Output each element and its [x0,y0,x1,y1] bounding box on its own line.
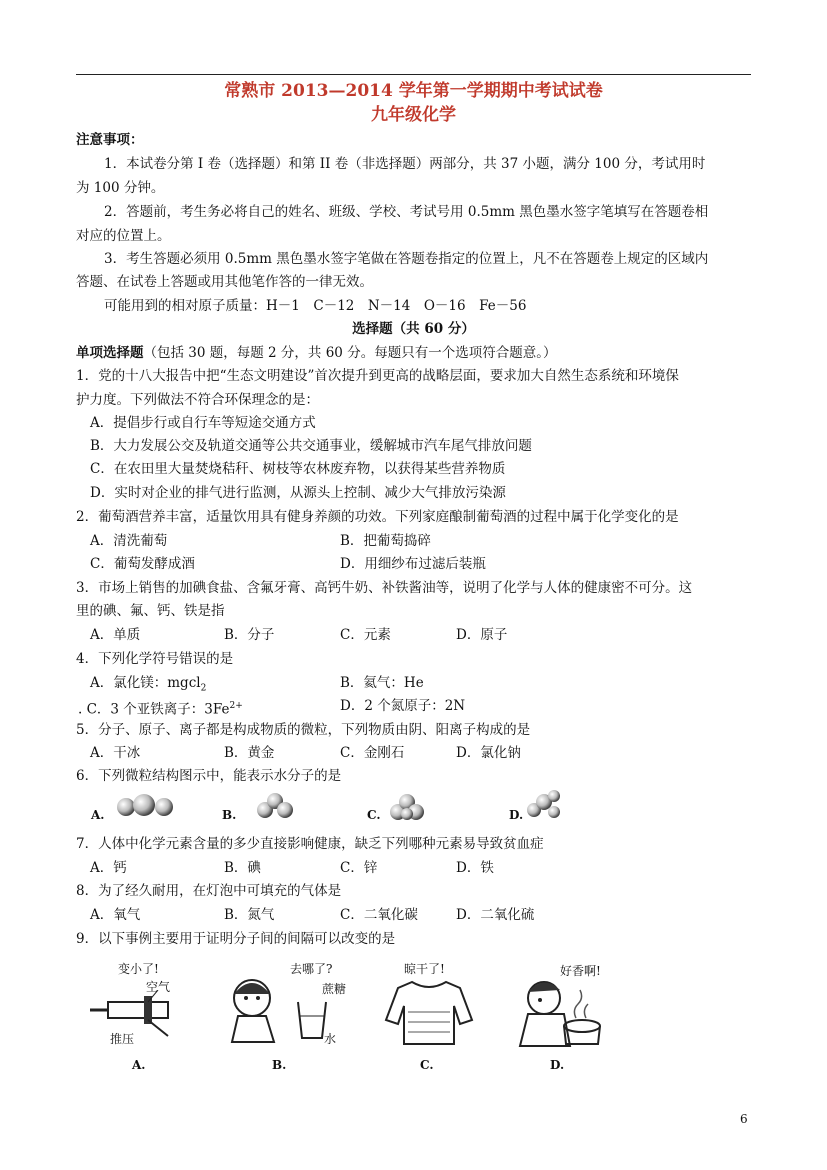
atomic-masses: 可能用到的相对原子质量：H－1 C－12 N－14 O－16 Fe－56 [104,298,527,314]
exam-title: 常熟市 2013—2014 学年第一学期期中考试试卷 [224,81,603,101]
section-title: 选择题（共 60 分） [352,321,475,337]
q4-stem: 4．下列化学符号错误的是 [76,651,234,667]
note-3a: 3．考生答题必须用 0.5mm 黑色墨水签字笔做在答题卷指定的位置上，凡不在答题卷上规定的区域内 [104,251,709,267]
header-rule [76,74,751,75]
q6-option-d: D. [509,808,524,822]
note-2a: 2．答题前，考生务必将自己的姓名、班级、学校、考试号用 0.5mm 黑色墨水签字笔填写在答题卷相 [104,204,709,220]
note-1a: 1．本试卷分第 I 卷（选择题）和第 II 卷（非选择题）两部分，共 37 小题，满分 100 分，考试用时 [104,156,706,172]
q9-stem: 9．以下事例主要用于证明分子间的间隔可以改变的是 [76,931,396,947]
q1-option-a: A．提倡步行或自行车等短途交通方式 [90,415,316,431]
q1-option-b: B．大力发展公交及轨道交通等公共交通事业，缓解城市汽车尾气排放问题 [90,438,532,454]
q2-option-c: C．葡萄发酵成酒 [90,556,195,572]
q8-option-d: D．二氧化硫 [456,907,535,923]
q7-stem: 7．人体中化学元素含量的多少直接影响健康，缺乏下列哪种元素易导致贫血症 [76,836,544,852]
person-pot-icon [510,974,610,1052]
q4-option-a-text: A．氯化镁：mgcl [90,675,201,691]
q7-option-a: A．钙 [90,860,127,876]
q9-d-bubble: 好香啊! [560,964,601,978]
q8-stem: 8．为了经久耐用，在灯泡中可填充的气体是 [76,883,342,899]
q4-option-c-superscript: 2+ [229,701,243,711]
q9-b-water-label: 水 [324,1032,337,1046]
q5-option-b: B．黄金 [224,745,275,761]
q2-option-b: B．把葡萄捣碎 [340,533,431,549]
q7-option-b: B．碘 [224,860,261,876]
q8-option-c: C．二氧化碳 [340,907,418,923]
q9-picture-d [510,958,620,1078]
q8-option-a: A．氧气 [90,907,141,923]
q6-option-c: C. [367,808,381,822]
q1-stem-b: 护力度。下列做法不符合环保理念的是： [76,392,319,408]
q8-option-b: B．氮气 [224,907,275,923]
q5-option-a: A．干冰 [90,745,141,761]
q6-molecule-b [255,792,295,820]
q9-c-bubble: 晾干了! [404,962,445,976]
q4-option-c-text: . C．3 个亚铁离子：3Fe [78,701,230,718]
sweater-icon [384,976,474,1048]
girl-icon [220,972,290,1044]
q3-option-a: A．单质 [90,627,141,643]
q5-option-d: D．氯化钠 [456,745,521,761]
q4-option-b: B．氦气：He [340,675,424,691]
q6-molecule-d [524,788,564,822]
q1-stem-a: 1．党的十八大报告中把“生态文明建设”首次提升到更高的战略层面，要求加大自然生态系统和环境保 [76,368,679,384]
q1-option-d: D．实时对企业的排气进行监测，从源头上控制、减少大气排放污染源 [90,485,506,501]
section-intro [76,342,556,364]
q5-option-c: C．金刚石 [340,745,405,761]
q3-option-b: B．分子 [224,627,275,643]
syringe-icon [88,990,188,1040]
q4-option-d: D．2 个氮原子：2N [340,698,466,714]
q6-molecule-a [114,792,176,820]
q6-option-a: A. [91,808,105,822]
q4-option-c [78,695,243,721]
q6-stem: 6．下列微粒结构图示中，能表示水分子的是 [76,768,342,784]
q9-b-option: B. [272,1058,287,1072]
q9-d-option: D. [550,1058,565,1072]
q9-b-bubble: 去哪了? [290,962,333,976]
q9-c-option: C. [420,1058,434,1072]
q2-option-a: A．清洗葡萄 [90,533,168,549]
note-1b: 为 100 分钟。 [76,180,165,196]
q7-option-c: C．锌 [340,860,378,876]
q9-picture-b [220,958,360,1078]
q9-a-air-label: 空气 [146,980,171,994]
section-intro-rest: （包括 30 题，每题 2 分，共 60 分。每题只有一个选项符合题意。） [143,345,557,361]
q3-stem-a: 3．市场上销售的加碘食盐、含氟牙膏、高钙牛奶、补铁酱油等，说明了化学与人体的健康密不可分。这 [76,580,693,596]
exam-subtitle: 九年级化学 [371,105,456,125]
q9-a-push-label: 推压 [110,1032,135,1046]
q9-picture-a [88,958,188,1078]
q6-option-b: B. [222,808,237,822]
q5-stem: 5．分子、原子、离子都是构成物质的微粒，下列物质由阴、阳离子构成的是 [76,722,531,738]
q2-stem: 2．葡萄酒营养丰富，适量饮用具有健身养颜的功效。下列家庭酿制葡萄酒的过程中属于化学变化的是 [76,509,679,525]
section-intro-bold: 单项选择题 [76,345,144,361]
q9-b-sugar-label: 蔗糖 [322,982,347,996]
q9-a-option: A. [132,1058,146,1072]
note-2b: 对应的位置上。 [76,228,171,244]
q7-option-d: D．铁 [456,860,494,876]
q9-a-bubble: 变小了! [118,962,159,976]
q9-picture-c [380,958,480,1078]
q3-stem-b: 里的碘、氟、钙、铁是指 [76,603,225,619]
q6-molecule-c [387,792,427,822]
q2-option-d: D．用细纱布过滤后装瓶 [340,556,486,572]
notes-heading: 注意事项： [76,132,144,148]
q1-option-c: C．在农田里大量焚烧秸秆、树枝等农林废弃物，以获得某些营养物质 [90,461,506,477]
q3-option-d: D．原子 [456,627,508,643]
page-number: 6 [740,1112,748,1126]
q4-option-a-subscript: 2 [200,683,207,694]
q3-option-c: C．元素 [340,627,391,643]
note-3b: 答题、在试卷上答题或用其他笔作答的一律无效。 [76,274,373,290]
